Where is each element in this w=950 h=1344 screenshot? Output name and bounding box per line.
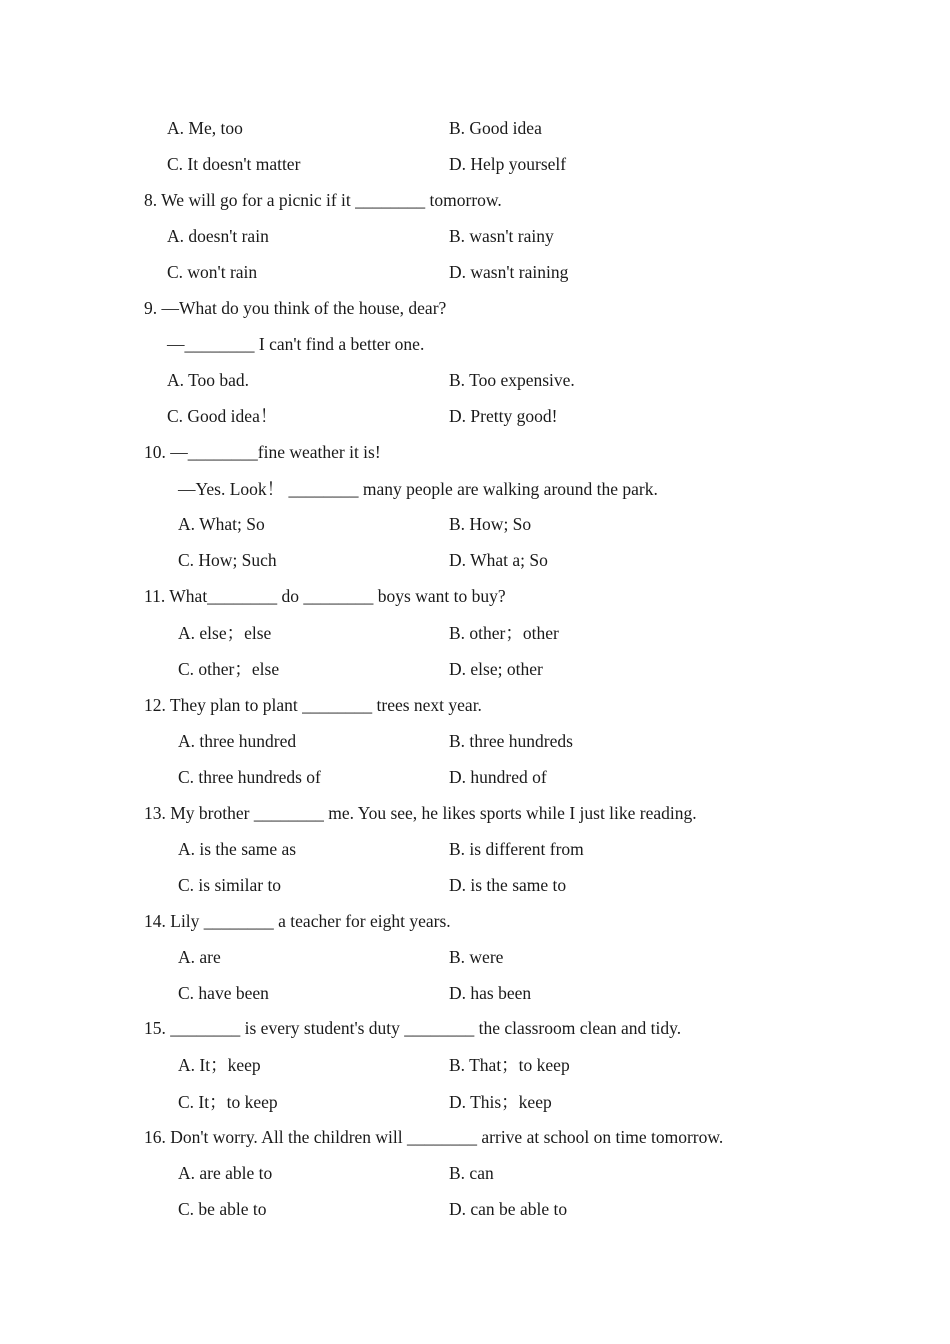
q13-option-b: B. is different from [449, 839, 584, 859]
q7-option-b: B. Good idea [449, 118, 542, 138]
q12-stem: 12. They plan to plant ________ trees next year. [144, 695, 482, 715]
q16-option-b: B. can [449, 1163, 494, 1183]
q8-option-b: B. wasn't rainy [449, 226, 554, 246]
q16-stem: 16. Don't worry. All the children will ________ arrive at school on time tomorrow. [144, 1127, 724, 1147]
q15-option-d: D. This；keep [449, 1092, 552, 1112]
q9-option-d: D. Pretty good! [449, 406, 558, 426]
q9-stem-reply: —________ I can't find a better one. [167, 334, 425, 354]
q10-option-c: C. How; Such [178, 550, 277, 570]
q8-option-c: C. won't rain [167, 262, 258, 282]
q12-option-d: D. hundred of [449, 767, 547, 787]
q16-option-a: A. are able to [178, 1163, 273, 1183]
q14-option-c: C. have been [178, 983, 269, 1003]
q11-option-b: B. other；other [449, 623, 559, 643]
q13-option-a: A. is the same as [178, 839, 297, 859]
q13-option-d: D. is the same to [449, 875, 567, 895]
q9-stem: 9. —What do you think of the house, dear? [144, 298, 447, 318]
q7-option-d: D. Help yourself [449, 154, 567, 174]
q9-option-b: B. Too expensive. [449, 370, 575, 390]
q9-option-c: C. Good idea！ [167, 406, 278, 426]
q15-option-a: A. It；keep [178, 1055, 261, 1075]
q10-stem: 10. —________fine weather it is! [144, 442, 381, 462]
q11-stem: 11. What________ do ________ boys want to buy? [144, 586, 506, 606]
q10-option-d: D. What a; So [449, 550, 548, 570]
q10-option-a: A. What; So [178, 514, 265, 534]
q8-option-d: D. wasn't raining [449, 262, 569, 282]
q13-stem: 13. My brother ________ me. You see, he likes sports while I just like reading. [144, 803, 697, 823]
q14-stem: 14. Lily ________ a teacher for eight years. [144, 911, 451, 931]
q12-option-c: C. three hundreds of [178, 767, 321, 787]
q7-option-c: C. It doesn't matter [167, 154, 301, 174]
q14-option-b: B. were [449, 947, 504, 967]
q9-option-a: A. Too bad. [167, 370, 250, 390]
q11-option-a: A. else；else [178, 623, 272, 643]
q14-option-d: D. has been [449, 983, 532, 1003]
q15-option-c: C. It；to keep [178, 1092, 278, 1112]
q10-option-b: B. How; So [449, 514, 532, 534]
q8-stem: 8. We will go for a picnic if it ________ tomorrow. [144, 190, 502, 210]
q16-option-d: D. can be able to [449, 1199, 568, 1219]
q13-option-c: C. is similar to [178, 875, 282, 895]
q15-option-b: B. That；to keep [449, 1055, 570, 1075]
q11-option-c: C. other；else [178, 659, 280, 679]
q15-stem: 15. ________ is every student's duty ________ the classroom clean and tidy. [144, 1018, 682, 1038]
q7-option-a: A. Me, too [167, 118, 243, 138]
q16-option-c: C. be able to [178, 1199, 267, 1219]
q14-option-a: A. are [178, 947, 221, 967]
q11-option-d: D. else; other [449, 659, 543, 679]
q12-option-b: B. three hundreds [449, 731, 573, 751]
q12-option-a: A. three hundred [178, 731, 297, 751]
q8-option-a: A. doesn't rain [167, 226, 269, 246]
q10-stem-reply: —Yes. Look！ ________ many people are walking around the park. [178, 479, 658, 499]
